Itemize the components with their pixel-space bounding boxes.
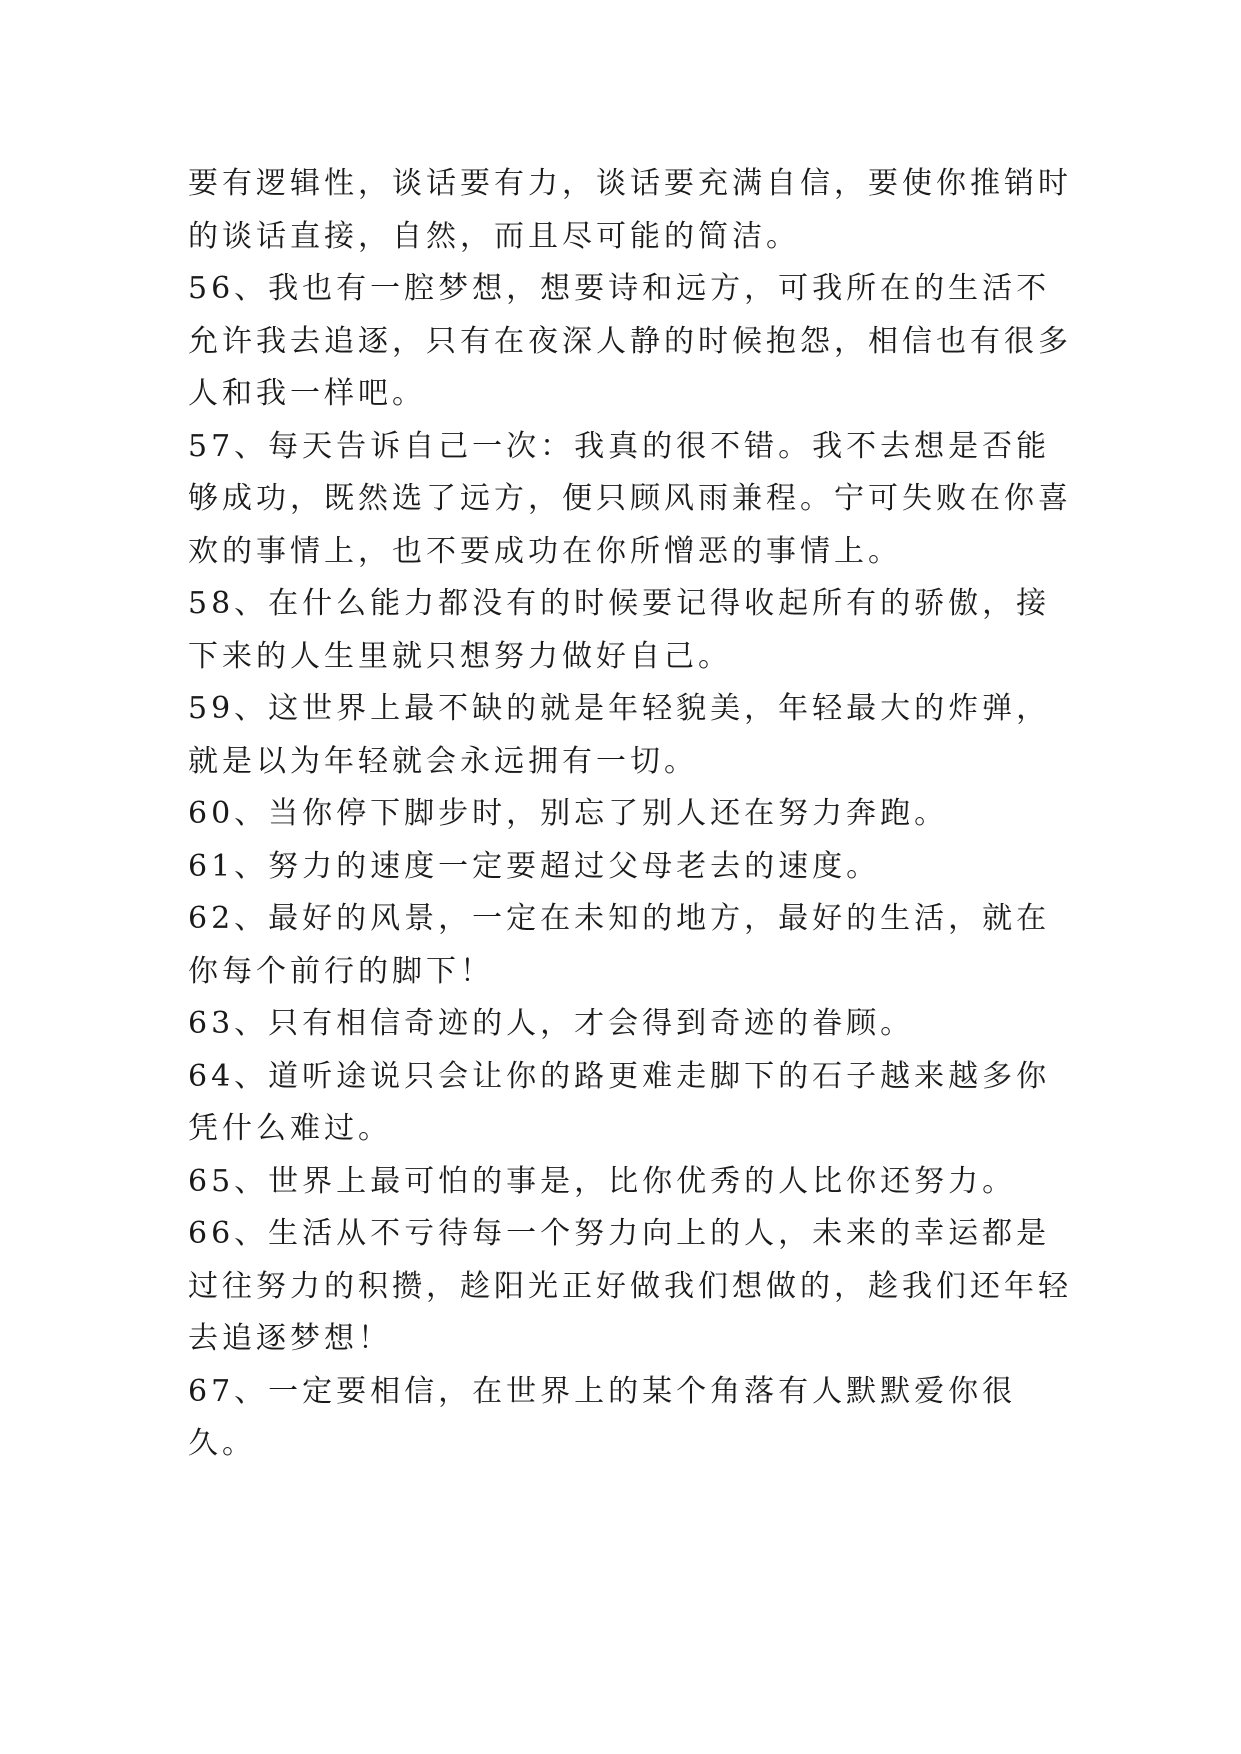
paragraph: 57、每天告诉自己一次：我真的很不错。我不去想是否能够成功，既然选了远方，便只顾风雨兼程。宁可失败在你喜欢的事情上，也不要成功在你所憎恶的事情上。 xyxy=(188,428,1072,569)
paragraph: 60、当你停下脚步时，别忘了别人还在努力奔跑。 xyxy=(188,796,949,831)
paragraph: 63、只有相信奇迹的人，才会得到奇迹的眷顾。 xyxy=(188,1006,915,1041)
paragraph: 65、世界上最可怕的事是，比你优秀的人比你还努力。 xyxy=(188,1163,1017,1199)
paragraph: 58、在什么能力都没有的时候要记得收起所有的骄傲，接下来的人生里就只想努力做好自己。 xyxy=(188,586,1051,674)
paragraph: 要有逻辑性，谈话要有力，谈话要充满自信，要使你推销时的谈话直接，自然，而且尽可能的简洁。 xyxy=(188,166,1072,254)
paragraph: 66、生活从不亏待每一个努力向上的人，未来的幸运都是过往努力的积攒，趁阳光正好做我们想做的，趁我们还年轻去追逐梦想！ xyxy=(188,1216,1072,1356)
paragraph: 61、努力的速度一定要超过父母老去的速度。 xyxy=(188,848,881,884)
paragraph: 59、这世界上最不缺的就是年轻貌美，年轻最大的炸弹，就是以为年轻就会永远拥有一切。 xyxy=(188,691,1051,779)
paragraph: 56、我也有一腔梦想，想要诗和远方，可我所在的生活不允许我去追逐，只有在夜深人静的时候抱怨，相信也有很多人和我一样吧。 xyxy=(188,271,1072,411)
paragraph: 62、最好的风景，一定在未知的地方，最好的生活，就在你每个前行的脚下！ xyxy=(188,901,1051,989)
paragraph: 67、一定要相信，在世界上的某个角落有人默默爱你很久。 xyxy=(188,1373,1017,1461)
paragraph: 64、道听途说只会让你的路更难走脚下的石子越来越多你凭什么难过。 xyxy=(188,1058,1051,1146)
document-body xyxy=(188,158,1078,1471)
